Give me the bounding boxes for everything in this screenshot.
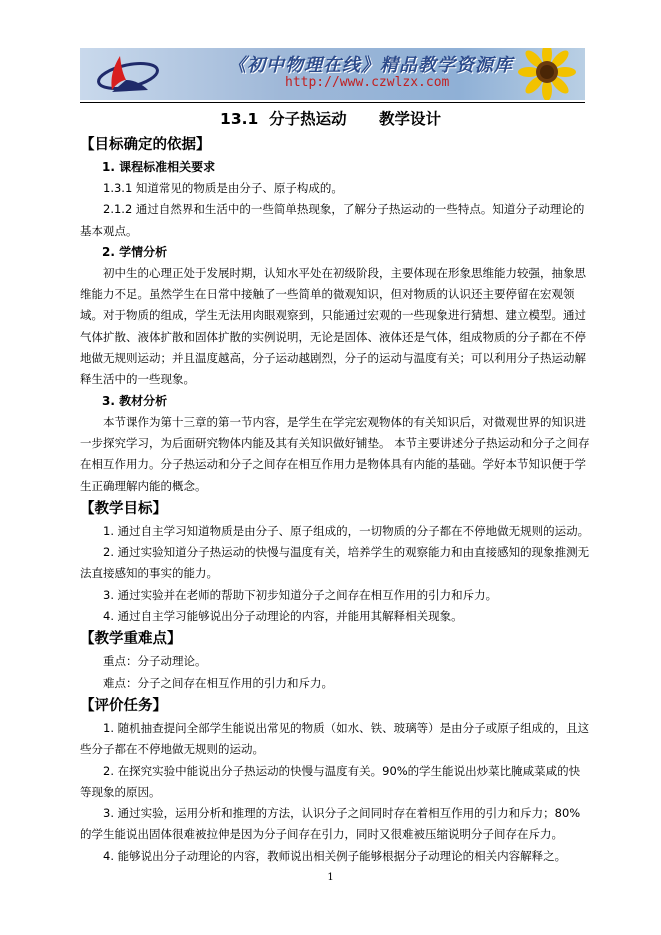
- assessment-item: 4. 能够说出分子动理论的内容，教师说出相关例子能够根据分子动理论的相关内容解释之。: [103, 848, 567, 863]
- paragraph: 本节课作为第十三章的第一节内容，是学生在学完宏观物体的有关知识后，对微观世界的知识进一步探究学习，为后面研究物体内能及其有关知识做好铺垫。 本节主要讲述分子热运动和分子之间存在相互作用力。分子热运动和分子之间存在相互作用力是物体具有内能的基础。学好本节知识便于学生正确理解内能的概念。: [80, 414, 590, 493]
- subsection-heading-learner-analysis: 2. 学情分析: [102, 244, 168, 259]
- assessment-item: 3. 通过实验，运用分析和推理的方法，认识分子之间同时存在着相互作用的引力和斥力；80%的学生能说出固体很难被拉伸是因为分子间存在引力，同时又很难被压缩说明分子间存在斥力。: [80, 806, 581, 842]
- objective-item: 2. 通过实验知道分子热运动的快慢与温度有关，培养学生的观察能力和由直接感知的现象推测无法直接感知的事实的能力。: [80, 545, 590, 581]
- key-point-item: 重点：分子动理论。: [103, 654, 207, 669]
- section-heading-objectives: 【教学目标】: [80, 500, 167, 517]
- header-banner: [80, 48, 585, 100]
- objective-item: 1. 通过自主学习知道物质是由分子、原子组成的，一切物质的分子都在不停地做无规则的运动。: [103, 523, 590, 538]
- document-title: 13.1 分子热运动 教学设计: [220, 110, 441, 128]
- subsection-heading-textbook-analysis: 3. 教材分析: [102, 393, 168, 408]
- document-body: [80, 133, 590, 867]
- page-number: 1: [327, 872, 334, 883]
- difficulty-item: 难点：分子之间存在相互作用的引力和斥力。: [103, 675, 333, 690]
- section-heading-assessment: 【评价任务】: [80, 697, 167, 714]
- site-title: 《初中物理在线》精品教学资源库: [228, 55, 513, 76]
- site-logo-icon: [90, 50, 160, 98]
- subsection-heading-standards: 1. 课程标准相关要求: [102, 160, 216, 174]
- objective-item: 3. 通过实验并在老师的帮助下初步知道分子之间存在相互作用的引力和斥力。: [103, 587, 498, 602]
- sunflower-icon: [495, 48, 585, 100]
- site-url[interactable]: http://www.czwlzx.com: [285, 75, 450, 90]
- section-heading-key-points: 【教学重难点】: [80, 631, 182, 648]
- objective-item: 4. 通过自主学习能够说出分子动理论的内容，并能用其解释相关现象。: [103, 609, 463, 624]
- paragraph: 初中生的心理正处于发展时期，认知水平处在初级阶段，主要体现在形象思维能力较强，抽象思维能力不足。虽然学生在日常中接触了一些简单的微观知识，但对物质的认识还主要停留在宏观领域。对于物质的组成，学生无法用肉眼观察到，只能通过宏观的一些现象进行猜想、建立模型。通过气体扩散、液体扩散和固体扩散的实例说明，无论是固体、液体还是气体，组成物质的分子都在不停地做无规则运动；并且温度越高，分子运动越剧烈，分子的运动与温度有关；可以利用分子热运动解释生活中的一些现象。: [80, 265, 586, 387]
- header-rule: [80, 102, 585, 103]
- paragraph: 2.1.2 通过自然界和生活中的一些简单热现象，了解分子热运动的一些特点。知道分子动理论的基本观点。: [80, 202, 585, 238]
- paragraph: 1.3.1 知道常见的物质是由分子、原子构成的。: [103, 181, 343, 195]
- assessment-item: 2. 在探究实验中能说出分子热运动的快慢与温度有关。90%的学生能说出炒菜比腌咸菜咸的快等现象的原因。: [80, 763, 581, 799]
- assessment-item: 1. 随机抽查提问全部学生能说出常见的物质（如水、铁、玻璃等）是由分子或原子组成的，且这些分子都在不停地做无规则的运动。: [80, 720, 590, 757]
- section-heading-basis: 【目标确定的依据】: [80, 137, 211, 153]
